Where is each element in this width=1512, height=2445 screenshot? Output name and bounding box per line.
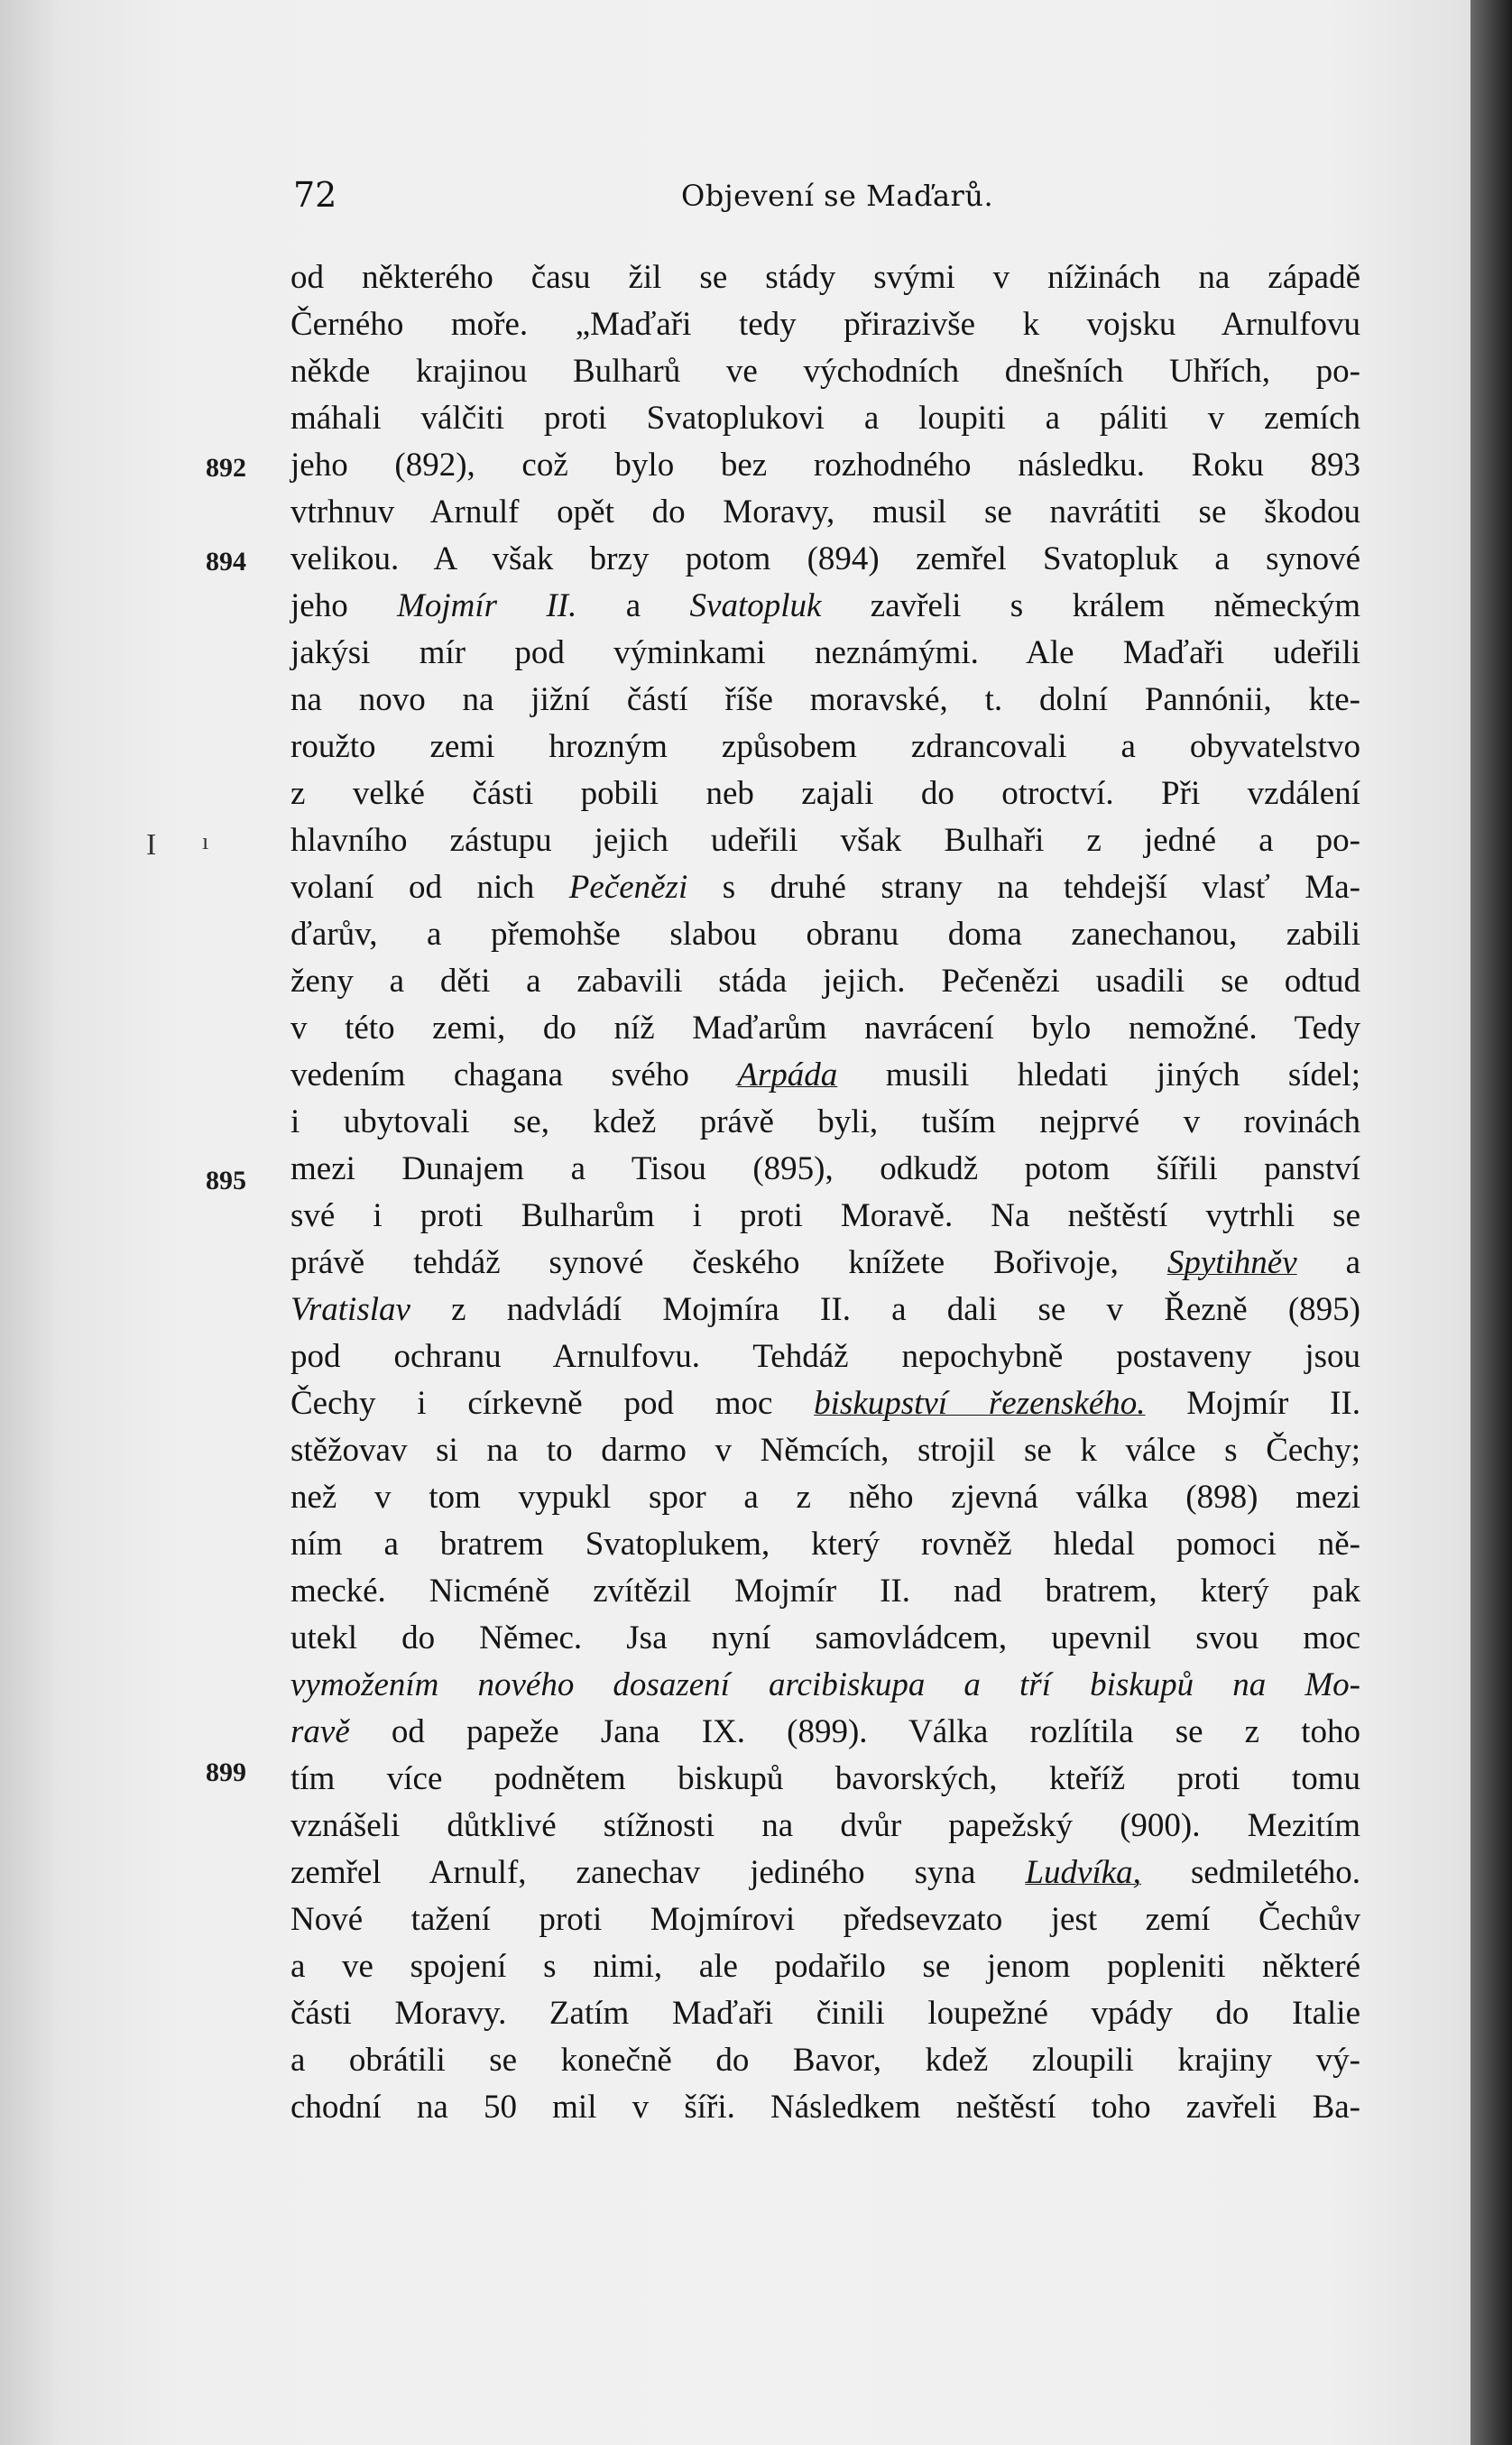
text-line: od některého času žil se stády svými v nížinách na západě <box>290 259 1360 296</box>
text-line: vedením chagana svého Arpáda musili hledati jiných sídel; <box>290 1056 1360 1093</box>
text-line: volaní od nich Pečenězi s druhé strany na tehdejší vlasť Ma- <box>290 869 1360 906</box>
page-edge-shadow <box>1471 0 1512 2445</box>
text-line: tím více podnětem biskupů bavorských, kteříž proti tomu <box>290 1760 1360 1797</box>
text-line: ním a bratrem Svatoplukem, který rovněž hledal pomoci ně- <box>290 1526 1360 1563</box>
italic-name: Ludvíka, <box>1025 1854 1141 1891</box>
text-line: vznášeli důtklivé stížnosti na dvůr papežský (900). Mezitím <box>290 1807 1360 1844</box>
italic-phrase: biskupství řezenského. <box>814 1385 1146 1422</box>
italic-name: Arpáda <box>737 1056 838 1093</box>
italic-name: Vratislav <box>290 1291 410 1328</box>
text-line: Černého moře. „Maďaři tedy přirazivše k vojsku Arnulfovu <box>290 306 1360 343</box>
text-line: ravě od papeže Jana IX. (899). Válka rozlítila se z toho <box>290 1713 1360 1750</box>
text-line: v této zemi, do níž Maďarům navrácení bylo nemožné. Tedy <box>290 1010 1360 1047</box>
text-line <box>290 1662 1360 1709</box>
text-line: jeho (892), což bylo bez rozhodného následku. Roku 893 <box>290 447 1360 484</box>
text-line: Vratislav z nadvládí Mojmíra II. a dali se v Řezně (895) <box>290 1291 1360 1328</box>
italic-name: Spytihněv <box>1166 1244 1297 1281</box>
text-line: mezi Dunajem a Tisou (895), odkudž potom šířili panství <box>290 1150 1360 1187</box>
text-line: a obrátili se konečně do Bavor, kdež zloupili krajiny vý- <box>290 2042 1360 2079</box>
italic-name: Svatopluk <box>689 587 822 624</box>
text-line: pod ochranu Arnulfovu. Tehdáž nepochybně postaveny jsou <box>290 1338 1360 1375</box>
margin-year: 892 <box>206 453 246 483</box>
text-line: velikou. A však brzy potom (894) zemřel Svatopluk a synové <box>290 540 1360 577</box>
text-line: vtrhnuv Arnulf opět do Moravy, musil se navrátiti se škodou <box>290 494 1360 531</box>
text-line: z velké části pobili neb zajali do otroctví. Při vzdálení <box>290 775 1360 812</box>
text-line: někde krajinou Bulharů ve východních dnešních Uhřích, po- <box>290 353 1360 390</box>
text-line: i ubytovali se, kdež právě byli, tuším nejprvé v rovinách <box>290 1103 1360 1140</box>
margin-year: 895 <box>206 1166 246 1195</box>
text-line: zemřel Arnulf, zanechav jediného syna Ludvíka, sedmiletého. <box>290 1854 1360 1891</box>
text-line: a ve spojení s nimi, ale podařilo se jenom popleniti některé <box>290 1948 1360 1985</box>
text-line: Nové tažení proti Mojmírovi předsevzato jest zemí Čechův <box>290 1901 1360 1938</box>
text-line: hlavního zástupu jejich udeřili však Bulhaři z jedné a po- <box>290 822 1360 859</box>
margin-pencil-mark: ı <box>202 828 209 854</box>
text-line: své i proti Bulharům i proti Moravě. Na neštěstí vytrhli se <box>290 1197 1360 1234</box>
text-line: máhali válčiti proti Svatoplukovi a loupiti a páliti v zemích <box>290 400 1360 437</box>
text-line: právě tehdáž synové českého knížete Bořivoje, Spytihněv a <box>290 1244 1360 1281</box>
italic-phrase: vymožením nového dosazení arcibiskupa a tří biskupů na Mo- <box>290 1666 1360 1703</box>
text-line: ďarův, a přemohše slabou obranu doma zanechanou, zabili <box>290 916 1360 953</box>
text-line: části Moravy. Zatím Maďaři činili loupežné vpády do Italie <box>290 1995 1360 2032</box>
italic-phrase: ravě <box>290 1713 350 1750</box>
page-header <box>293 170 1358 233</box>
text-line: chodní na 50 mil v šíři. Následkem neštěstí toho zavřeli Ba- <box>290 2089 1360 2126</box>
italic-name: Mojmír II. <box>397 587 577 624</box>
text-line: roužto zemi hrozným způsobem zdrancovali a obyvatelstvo <box>290 728 1360 765</box>
text-line: jeho Mojmír II. a Svatopluk zavřeli s králem německým <box>290 587 1360 624</box>
margin-year: 899 <box>206 1758 246 1787</box>
text-line: stěžovav si na to darmo v Němcích, strojil se k válce s Čechy; <box>290 1432 1360 1469</box>
running-title: Objevení se Maďarů. <box>681 179 994 213</box>
text-line: ženy a děti a zabavili stáda jejich. Pečenězi usadili se odtud <box>290 963 1360 1000</box>
text-line: na novo na jižní částí říše moravské, t. dolní Pannónii, kte- <box>290 681 1360 718</box>
margin-pencil-mark: I <box>146 828 157 862</box>
italic-name: Pečenězi <box>568 869 688 906</box>
margin-year: 894 <box>206 547 246 577</box>
text-line: Čechy i církevně pod moc biskupství řezenského. Mojmír II. <box>290 1385 1360 1422</box>
text-line: než v tom vypukl spor a z něho zjevná válka (898) mezi <box>290 1479 1360 1516</box>
text-line: jakýsi mír pod výminkami neznámými. Ale Maďaři udeřili <box>290 634 1360 671</box>
page-number: 72 <box>293 175 337 215</box>
text-line: mecké. Nicméně zvítězil Mojmír II. nad bratrem, který pak <box>290 1573 1360 1610</box>
text-line: utekl do Němec. Jsa nyní samovládcem, upevnil svou moc <box>290 1619 1360 1656</box>
